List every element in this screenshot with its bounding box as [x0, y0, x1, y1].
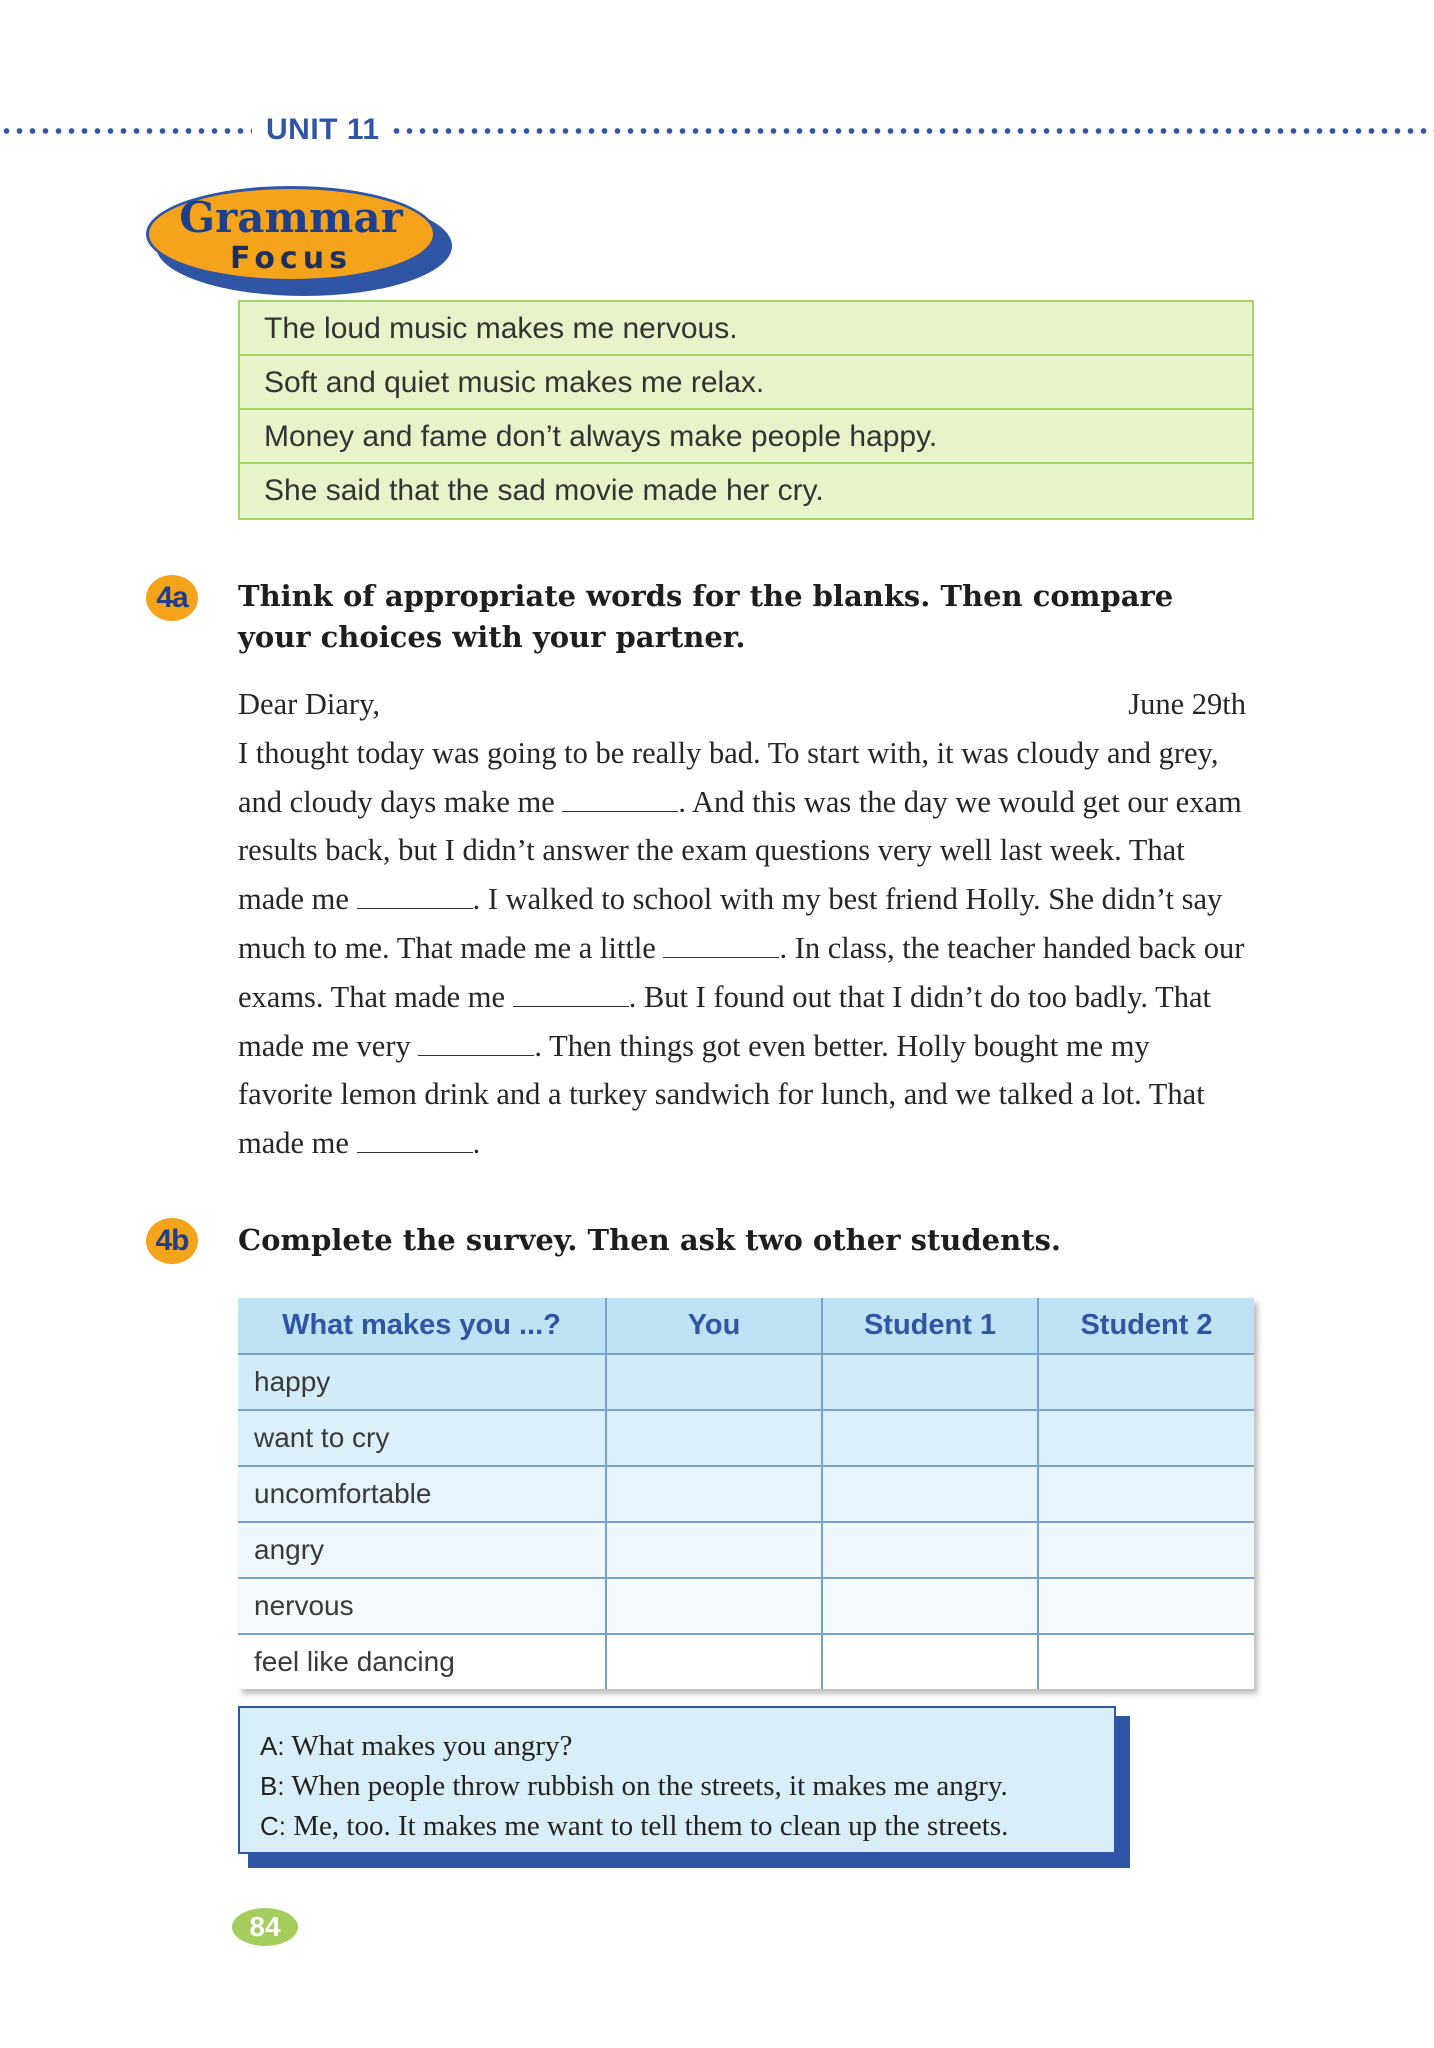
dialogue-text: What makes you angry?: [291, 1730, 573, 1762]
grammar-sentence: The loud music makes me nervous.: [240, 302, 1252, 356]
dialogue-box: [238, 1706, 1130, 1868]
survey-row-label: uncomfortable: [238, 1466, 606, 1522]
survey-cell-student-1[interactable]: [822, 1354, 1038, 1410]
diary-date: June 29th: [1128, 687, 1246, 721]
survey-row: [238, 1634, 1254, 1689]
survey-cell-student-2[interactable]: [1038, 1522, 1254, 1578]
grammar-sentence: Money and fame don’t always make people happy.: [240, 410, 1252, 464]
page-number: 84: [232, 1908, 298, 1946]
grammar-focus-box: [238, 300, 1254, 520]
survey-header: You: [606, 1298, 822, 1354]
survey-header: What makes you ...?: [238, 1298, 606, 1354]
diary-text: .: [472, 1126, 481, 1161]
dialogue-line: [260, 1726, 1094, 1766]
survey-row-label: want to cry: [238, 1410, 606, 1466]
diary-text: . In class, the teacher handed back our exams. That made me: [238, 930, 1245, 1014]
grammar-sentence: Soft and quiet music makes me relax.: [240, 356, 1252, 410]
dialogue-speaker: A:: [260, 1731, 285, 1761]
badge-title-focus: Focus: [230, 241, 352, 276]
diary-text: . But I found out that I didn’t do too badly. That made me very: [238, 979, 1211, 1063]
survey-cell-student-1[interactable]: [822, 1466, 1038, 1522]
survey-cell-you[interactable]: [606, 1522, 822, 1578]
survey-cell-student-1[interactable]: [822, 1410, 1038, 1466]
diary-heading: [238, 680, 1246, 729]
exercise-4a-instruction: Think of appropriate words for the blanks. Then compare your choices with your partner.: [238, 579, 1174, 654]
grammar-focus-badge: [146, 186, 452, 296]
fill-blank-6[interactable]: [357, 1126, 473, 1153]
fill-blank-1[interactable]: [562, 785, 678, 812]
survey-cell-student-2[interactable]: [1038, 1578, 1254, 1634]
exercise-4b-badge: 4b: [146, 1218, 198, 1264]
survey-cell-student-2[interactable]: [1038, 1466, 1254, 1522]
grammar-sentence: She said that the sad movie made her cry.: [264, 474, 824, 507]
survey-cell-you[interactable]: [606, 1466, 822, 1522]
survey-row-label: happy: [238, 1354, 606, 1410]
survey-cell-student-1[interactable]: [822, 1634, 1038, 1689]
dialogue-text: Me, too. It makes me want to tell them to clean up the streets.: [293, 1810, 1009, 1842]
survey-cell-you[interactable]: [606, 1634, 822, 1689]
unit-label: UNIT 11: [266, 113, 380, 146]
survey-row: [238, 1354, 1254, 1410]
fill-blank-3[interactable]: [663, 931, 779, 958]
survey-cell-student-1[interactable]: [822, 1522, 1038, 1578]
diary-text: . And this was the day we would get our exam results back, but I didn’t answer the exam questions very well last week. That made me: [238, 784, 1242, 917]
survey-cell-student-2[interactable]: [1038, 1634, 1254, 1689]
survey-row-label: feel like dancing: [238, 1634, 606, 1689]
exercise-4b-instruction: Complete the survey. Then ask two other students.: [238, 1223, 1062, 1257]
dialogue-content: [238, 1706, 1116, 1854]
dialogue-line: [260, 1806, 1094, 1846]
fill-blank-5[interactable]: [418, 1029, 534, 1056]
survey-header: Student 1: [822, 1298, 1038, 1354]
survey-cell-student-2[interactable]: [1038, 1410, 1254, 1466]
exercise-4a-badge: 4a: [146, 575, 198, 621]
diary-body: [238, 729, 1246, 1168]
survey-row-label: nervous: [238, 1578, 606, 1634]
survey-cell-you[interactable]: [606, 1354, 822, 1410]
survey-row: [238, 1522, 1254, 1578]
survey-header-row: [238, 1298, 1254, 1354]
dialogue-speaker: C:: [260, 1811, 286, 1841]
fill-blank-4[interactable]: [513, 980, 629, 1007]
dotted-rule-left: [0, 128, 252, 134]
survey-cell-you[interactable]: [606, 1410, 822, 1466]
survey-row: [238, 1410, 1254, 1466]
dialogue-line: [260, 1766, 1094, 1806]
fill-blank-2[interactable]: [357, 882, 473, 909]
diary-passage: [238, 680, 1246, 1168]
badge-title-grammar: Grammar: [179, 193, 403, 242]
dotted-rule-right: [390, 128, 1434, 134]
survey-cell-student-2[interactable]: [1038, 1354, 1254, 1410]
survey-cell-student-1[interactable]: [822, 1578, 1038, 1634]
diary-greeting: Dear Diary,: [238, 687, 380, 721]
dialogue-text: When people throw rubbish on the streets, it makes me angry.: [291, 1770, 1008, 1802]
diary-text: . Then things got even better. Holly bought me my favorite lemon drink and a turkey sandwich for lunch, and we talked a lot. That made me: [238, 1028, 1205, 1161]
dialogue-speaker: B:: [260, 1771, 285, 1801]
diary-text: I thought today was going to be really bad. To start with, it was cloudy and grey, and cloudy days make me: [238, 735, 1219, 819]
survey-table: [238, 1298, 1254, 1689]
survey-cell-you[interactable]: [606, 1578, 822, 1634]
survey-header: Student 2: [1038, 1298, 1254, 1354]
survey-row-label: angry: [238, 1522, 606, 1578]
survey-row: [238, 1466, 1254, 1522]
diary-text: . I walked to school with my best friend Holly. She didn’t say much to me. That made me a little: [238, 882, 1223, 965]
survey-row: [238, 1578, 1254, 1634]
unit-header: [0, 112, 1434, 148]
